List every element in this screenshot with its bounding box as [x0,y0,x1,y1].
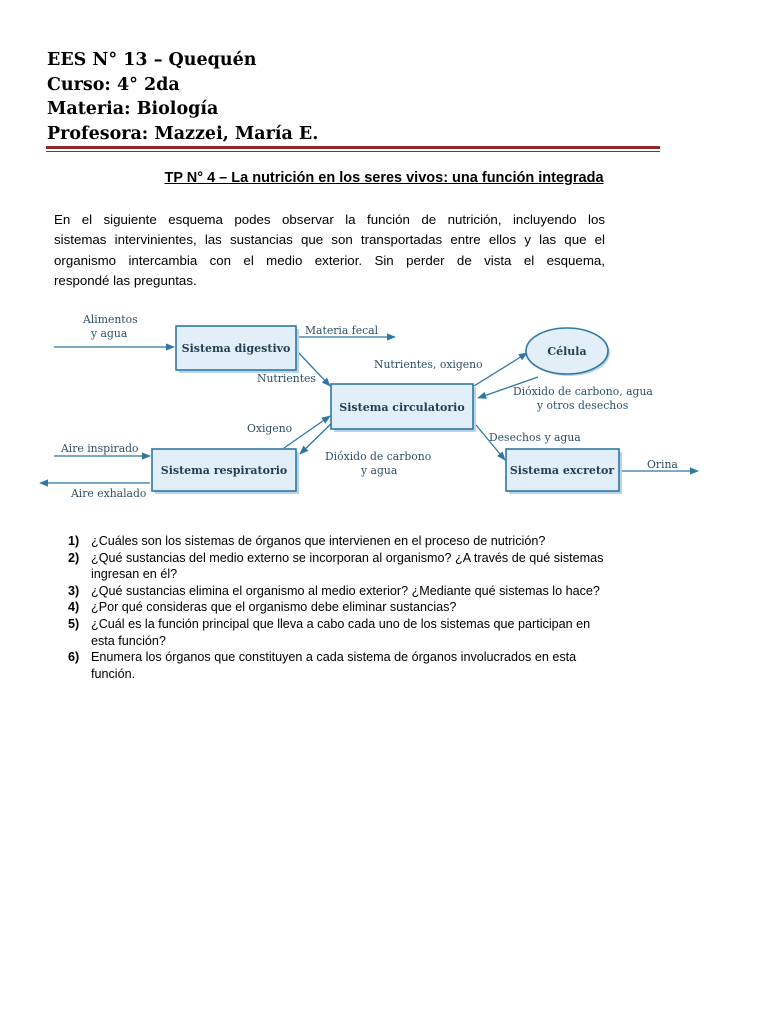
diagram-label: y agua [91,327,128,340]
diagram-label: Dióxido de carbono, agua [513,385,653,398]
diagram-label: Orina [647,458,678,471]
question-text: ¿Qué sustancias elimina el organismo al medio exterior? ¿Mediante qué sistemas lo hace? [91,583,600,598]
question-number: 2) [68,550,80,565]
intro-line: sistemas intervinientes, las sustancias que son transportadas entre ellos y las que el [54,232,605,248]
diagram-label: Aire inspirado [61,442,139,455]
diagram-label: y otros desechos [537,399,629,412]
questions-list [68,533,668,682]
question-text: ¿Cuáles son los sistemas de órganos que intervienen en el proceso de nutrición? [91,534,546,548]
node-label: Célula [547,345,587,358]
diagram-label: Desechos y agua [489,431,581,444]
nutrition-diagram [0,300,768,510]
diagram-label: y agua [361,464,398,477]
question-text: ingresan en él? [91,567,178,582]
question-text: función. [91,666,136,681]
document-header [47,48,318,146]
question-text: esta función? [91,633,166,648]
diagram-label: Materia fecal [305,324,379,337]
question-text: Enumera los órganos que constituyen a cada sistema de órganos involucrados en esta [91,650,577,665]
question-item [68,550,668,583]
intro-line: En el siguiente esquema podes observar la función de nutrición, incluyendo los [54,212,605,227]
page-title: TP N° 4 – La nutrición en los seres vivos: una función integrada [164,170,604,186]
question-text: ¿Qué sustancias del medio externo se incorporan al organismo? ¿A través de qué sistemas [91,550,604,565]
question-item [68,533,668,550]
question-item [68,599,668,616]
teacher-name: Profesora: Mazzei, María E. [47,123,319,144]
question-number: 5) [68,616,80,631]
header-divider [46,146,660,149]
school-name: EES N° 13 – Quequén [47,50,257,70]
course-name: Curso: 4° 2da [47,74,180,95]
question-number: 6) [68,650,80,665]
subject-name: Materia: Biología [47,99,219,119]
node-label: Sistema respiratorio [160,464,288,477]
intro-paragraph [54,210,605,291]
intro-line: organismo intercambia con el medio exterior. Sin perder de vista el esquema, [54,252,605,268]
diagram-label: Dióxido de carbono [325,450,432,463]
question-number: 1) [68,534,80,548]
diagram-label: Oxigeno [247,422,293,435]
node-label: Sistema excretor [509,464,615,477]
diagram-label: Alimentos [83,313,138,326]
question-item [68,649,668,682]
question-text: ¿Cuál es la función principal que lleva a cabo cada uno de los sistemas que participan en [91,616,591,631]
question-text: ¿Por qué consideras que el organismo debe eliminar sustancias? [91,600,457,615]
question-number: 4) [68,600,80,615]
node-label: Sistema digestivo [181,342,291,355]
intro-line: respondé las preguntas. [54,272,197,288]
question-item [68,616,668,649]
header-divider-thin [46,151,660,152]
question-item [68,583,668,600]
diagram-label: Aire exhalado [71,487,147,500]
node-label: Sistema circulatorio [339,401,465,414]
diagram-label: Nutrientes, oxigeno [374,358,483,371]
diagram-label: Nutrientes [257,372,316,385]
question-number: 3) [68,583,80,598]
